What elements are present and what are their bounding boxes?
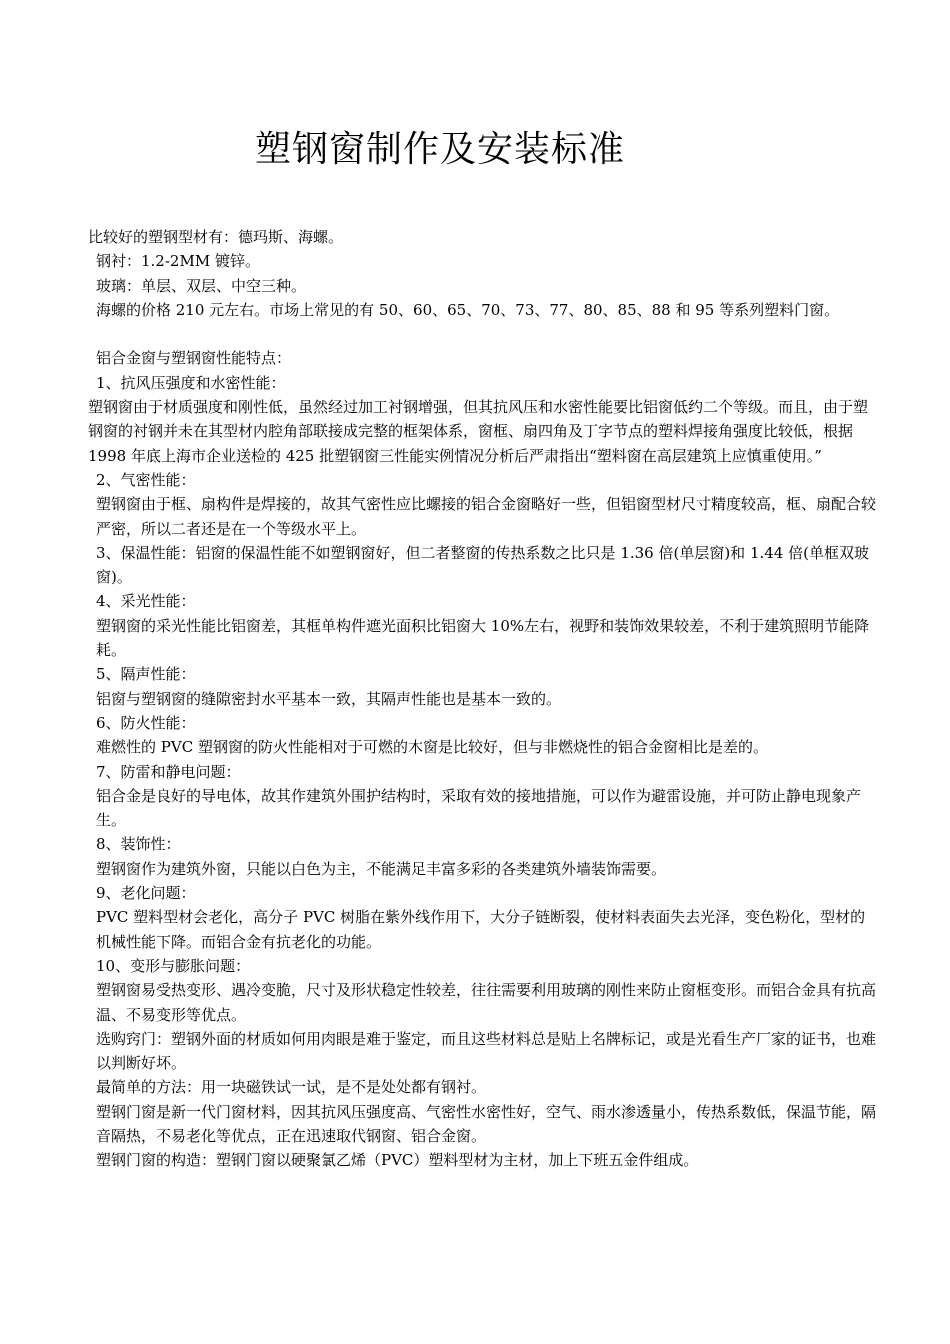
section-heading: 1、抗风压强度和水密性能： (96, 373, 286, 392)
section-heading: 10、变形与膨胀问题： (96, 956, 251, 975)
paragraph: 最简单的方法：用一块磁铁试一试，是不是处处都有钢衬。 (96, 1078, 487, 1097)
section-heading: 7、防雷和静电问题： (96, 762, 241, 781)
paragraph: 选购窍门：塑钢外面的材质如何用肉眼是难于鉴定，而且这些材料总是贴上名牌标记，或是光看生产厂家的证书，也难以判断好坏。 (96, 1029, 877, 1073)
paragraph: 铝窗与塑钢窗的缝隙密封水平基本一致，其隔声性能也是基本一致的。 (96, 689, 562, 708)
blank-line (88, 322, 878, 346)
paragraph: PVC 塑料型材会老化，高分子 PVC 树脂在紫外线作用下，大分子链断裂，使材料表面失去光泽，变色粉化，型材的机械性能下降。而铝合金有抗老化的功能。 (96, 908, 866, 951)
section-heading: 4、采光性能： (96, 592, 196, 611)
section-heading: 9、老化问题： (96, 884, 196, 903)
paragraph: 比较好的塑钢型材有：德玛斯、海螺。 (88, 228, 344, 246)
section-heading: 2、气密性能： (96, 470, 196, 489)
paragraph: 塑钢门窗的构造：塑钢门窗以硬聚氯乙烯（PVC）塑料型材为主材，加上下班五金件组成。 (96, 1151, 699, 1170)
paragraph: 3、保温性能：铝窗的保温性能不如塑钢窗好，但二者整窗的传热系数之比只是 1.36 倍(单层窗)和 1.44 倍(单框双玻窗)。 (96, 543, 869, 587)
section-heading: 铝合金窗与塑钢窗性能特点： (96, 349, 292, 368)
paragraph: 海螺的价格 210 元左右。市场上常见的有 50、60、65、70、73、77、80、85、88 和 95 等系列塑料门窗。 (96, 300, 840, 319)
paragraph: 玻璃：单层、双层、中空三种。 (96, 276, 307, 295)
paragraph: 塑钢窗的采光性能比铝窗差，其框单构件遮光面积比铝窗大 10%左右，视野和装饰效果较差，不利于建筑照明节能降耗。 (96, 616, 870, 660)
document-title: 塑钢窗制作及安装标准 (254, 129, 625, 170)
paragraph: 钢衬：1.2-2MM 镀锌。 (96, 252, 260, 271)
paragraph: 塑钢窗作为建筑外窗，只能以白色为主，不能满足丰富多彩的各类建筑外墙装饰需要。 (96, 859, 667, 878)
section-heading: 8、装饰性： (96, 835, 181, 854)
document-body (88, 225, 878, 1173)
paragraph: 塑钢窗易受热变形、遇冷变脆，尺寸及形状稳定性较差，往往需要利用玻璃的刚性来防止窗框变形。而铝合金具有抗高温、不易变形等优点。 (96, 981, 877, 1024)
paragraph: 塑钢窗由于框、扇构件是焊接的，故其气密性应比螺接的铝合金窗略好一些，但铝窗型材尺寸精度较高，框、扇配合较严密，所以二者还是在一个等级水平上。 (96, 495, 877, 538)
section-heading: 6、防火性能： (96, 713, 196, 732)
paragraph: 难燃性的 PVC 塑钢窗的防火性能相对于可燃的木窗是比较好，但与非燃烧性的铝合金窗相比是差的。 (96, 738, 768, 757)
paragraph: 塑钢窗由于材质强度和刚性低，虽然经过加工衬钢增强，但其抗风压和水密性能要比铝窗低约二个等级。而且，由于塑钢窗的衬钢并未在其型材内腔角部联接成完整的框架体系，窗框、扇四角及丁字节点的塑料焊接角强度比较低，根据 1998 年底上海市企业送检的 425 批塑钢窗三性能实例情况分析后严肃指出“塑料窗在高层建筑上应慎重使用。” (88, 398, 869, 465)
paragraph: 塑钢门窗是新一代门窗材料，因其抗风压强度高、气密性水密性好，空气、雨水渗透量小，传热系数低，保温节能，隔音隔热，不易老化等优点，正在迅速取代钢窗、铝合金窗。 (96, 1102, 877, 1145)
paragraph: 铝合金是良好的导电体，故其作建筑外围护结构时，采取有效的接地措施，可以作为避雷设施，并可防止静电现象产生。 (96, 786, 862, 830)
section-heading: 5、隔声性能： (96, 665, 196, 684)
